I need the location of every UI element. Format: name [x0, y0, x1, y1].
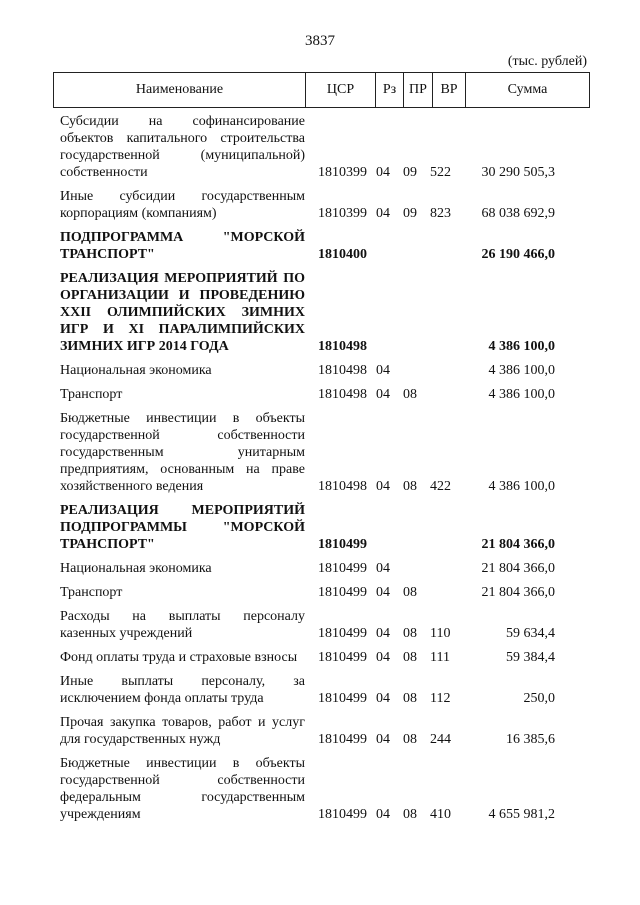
table-row: [60, 386, 555, 410]
cell-pr: 08: [403, 479, 417, 494]
cell-sum: 68 038 692,9: [481, 206, 555, 221]
cell-csr: 1810498: [318, 387, 367, 402]
cell-vr: [430, 386, 460, 410]
cell-rz: 04: [376, 807, 390, 822]
cell-sum: 21 804 366,0: [481, 585, 555, 600]
cell-rz: [376, 502, 403, 560]
cell-vr: 422: [430, 479, 451, 494]
cell-csr: 1810498: [318, 363, 367, 378]
header-sum: Сумма: [507, 82, 548, 97]
cell-rz: 04: [376, 650, 390, 665]
cell-csr: 1810399: [318, 206, 367, 221]
cell-vr: [430, 560, 460, 584]
cell-vr: 823: [430, 206, 451, 221]
cell-csr: 1810499: [318, 691, 367, 706]
cell-vr: 110: [430, 626, 451, 641]
cell-sum: 59 384,4: [506, 650, 555, 665]
cell-rz: 04: [376, 585, 390, 600]
cell-name: Прочая закупка товаров, работ и услуг для государственных нужд: [60, 715, 305, 747]
cell-rz: [376, 270, 403, 362]
cell-rz: 04: [376, 626, 390, 641]
cell-name: Расходы на выплаты персоналу казенных учреждений: [60, 609, 305, 641]
cell-sum: 59 634,4: [506, 626, 555, 641]
table-row: [60, 188, 555, 229]
cell-name: Субсидии на софинансирование объектов капитального строительства государственной (муниципальной) собственности: [60, 114, 305, 180]
cell-vr: [430, 584, 460, 608]
header-csr: ЦСР: [306, 73, 376, 107]
cell-vr: [430, 362, 460, 386]
cell-csr: 1810499: [318, 537, 367, 552]
budget-table: [60, 113, 555, 830]
cell-csr: 1810499: [318, 626, 367, 641]
cell-csr: 1810498: [318, 339, 367, 354]
cell-pr: 08: [403, 650, 417, 665]
cell-sum: 16 385,6: [506, 732, 555, 747]
table-row: [60, 714, 555, 755]
cell-csr: 1810400: [318, 247, 367, 262]
cell-csr: 1810499: [318, 807, 367, 822]
cell-vr: [430, 270, 460, 362]
cell-sum: 4 386 100,0: [488, 363, 555, 378]
table-row: [60, 502, 555, 560]
table-row: [60, 584, 555, 608]
cell-pr: [403, 270, 430, 362]
cell-name: Иные выплаты персоналу, за исключением фонда оплаты труда: [60, 674, 305, 706]
cell-sum: 21 804 366,0: [481, 561, 555, 576]
cell-pr: 08: [403, 691, 417, 706]
cell-vr: [430, 502, 460, 560]
cell-pr: 08: [403, 732, 417, 747]
cell-sum: 26 190 466,0: [481, 247, 555, 262]
cell-vr: 112: [430, 691, 451, 706]
cell-sum: 4 386 100,0: [488, 339, 555, 354]
cell-rz: 04: [376, 691, 390, 706]
cell-name: Иные субсидии государственным корпорациям (компаниям): [60, 189, 305, 221]
cell-rz: 04: [376, 206, 390, 221]
cell-sum: 21 804 366,0: [481, 537, 555, 552]
table-row: [60, 270, 555, 362]
cell-rz: 04: [376, 363, 390, 378]
table-row: [60, 608, 555, 649]
page-number: 3837: [305, 33, 335, 49]
cell-rz: 04: [376, 479, 390, 494]
cell-vr: 410: [430, 807, 451, 822]
cell-name: Бюджетные инвестиции в объекты государственной собственности государственным унитарным предприятиям, основанным на праве хозяйственного ведения: [60, 411, 305, 494]
table-row: [60, 229, 555, 270]
cell-csr: 1810399: [318, 165, 367, 180]
cell-name: Транспорт: [60, 585, 123, 600]
cell-name: Национальная экономика: [60, 561, 212, 576]
cell-rz: 04: [376, 561, 390, 576]
cell-sum: 4 386 100,0: [488, 387, 555, 402]
cell-csr: 1810499: [318, 650, 367, 665]
cell-rz: 04: [376, 732, 390, 747]
table-row: [60, 410, 555, 502]
cell-pr: 08: [403, 387, 417, 402]
header-pr: ПР: [404, 73, 433, 107]
header-rz: Рз: [376, 73, 404, 107]
cell-name: Национальная экономика: [60, 363, 212, 378]
cell-pr: [403, 362, 430, 386]
table-header: [53, 72, 590, 108]
cell-pr: [403, 229, 430, 270]
header-vr: ВР: [433, 73, 466, 107]
cell-name: ПОДПРОГРАММА "МОРСКОЙ ТРАНСПОРТ": [60, 230, 305, 262]
table-row: [60, 649, 555, 673]
table-row: [60, 362, 555, 386]
header-name: Наименование: [54, 73, 306, 107]
cell-vr: [430, 229, 460, 270]
cell-pr: 08: [403, 807, 417, 822]
cell-name: Фонд оплаты труда и страховые взносы: [60, 650, 298, 665]
cell-csr: 1810499: [318, 561, 367, 576]
cell-name: РЕАЛИЗАЦИЯ МЕРОПРИЯТИЙ ПО ОРГАНИЗАЦИИ И ПРОВЕДЕНИЮ XXII ОЛИМПИЙСКИХ ЗИМНИХ ИГР И XI ПАРАЛИМПИЙСКИХ ЗИМНИХ ИГР 2014 ГОДА: [60, 271, 305, 354]
table-row: [60, 560, 555, 584]
cell-sum: 250,0: [523, 691, 555, 706]
cell-pr: [403, 502, 430, 560]
cell-sum: 4 386 100,0: [488, 479, 555, 494]
table-row: [60, 113, 555, 188]
cell-vr: 522: [430, 165, 451, 180]
cell-pr: 09: [403, 165, 417, 180]
cell-pr: 08: [403, 585, 417, 600]
cell-name: Бюджетные инвестиции в объекты государственной собственности федеральным государственным учреждениям: [60, 756, 305, 822]
table-row: [60, 755, 555, 830]
cell-rz: 04: [376, 165, 390, 180]
cell-rz: 04: [376, 387, 390, 402]
cell-pr: 08: [403, 626, 417, 641]
cell-sum: 30 290 505,3: [481, 165, 555, 180]
cell-csr: 1810499: [318, 732, 367, 747]
cell-pr: 09: [403, 206, 417, 221]
table-row: [60, 673, 555, 714]
units-label: (тыс. рублей): [507, 54, 587, 69]
cell-rz: [376, 229, 403, 270]
cell-csr: 1810498: [318, 479, 367, 494]
cell-csr: 1810499: [318, 585, 367, 600]
cell-vr: 111: [430, 650, 450, 665]
cell-pr: [403, 560, 430, 584]
cell-name: Транспорт: [60, 387, 123, 402]
cell-sum: 4 655 981,2: [488, 807, 555, 822]
cell-vr: 244: [430, 732, 451, 747]
cell-name: РЕАЛИЗАЦИЯ МЕРОПРИЯТИЙ ПОДПРОГРАММЫ "МОРСКОЙ ТРАНСПОРТ": [60, 503, 305, 552]
